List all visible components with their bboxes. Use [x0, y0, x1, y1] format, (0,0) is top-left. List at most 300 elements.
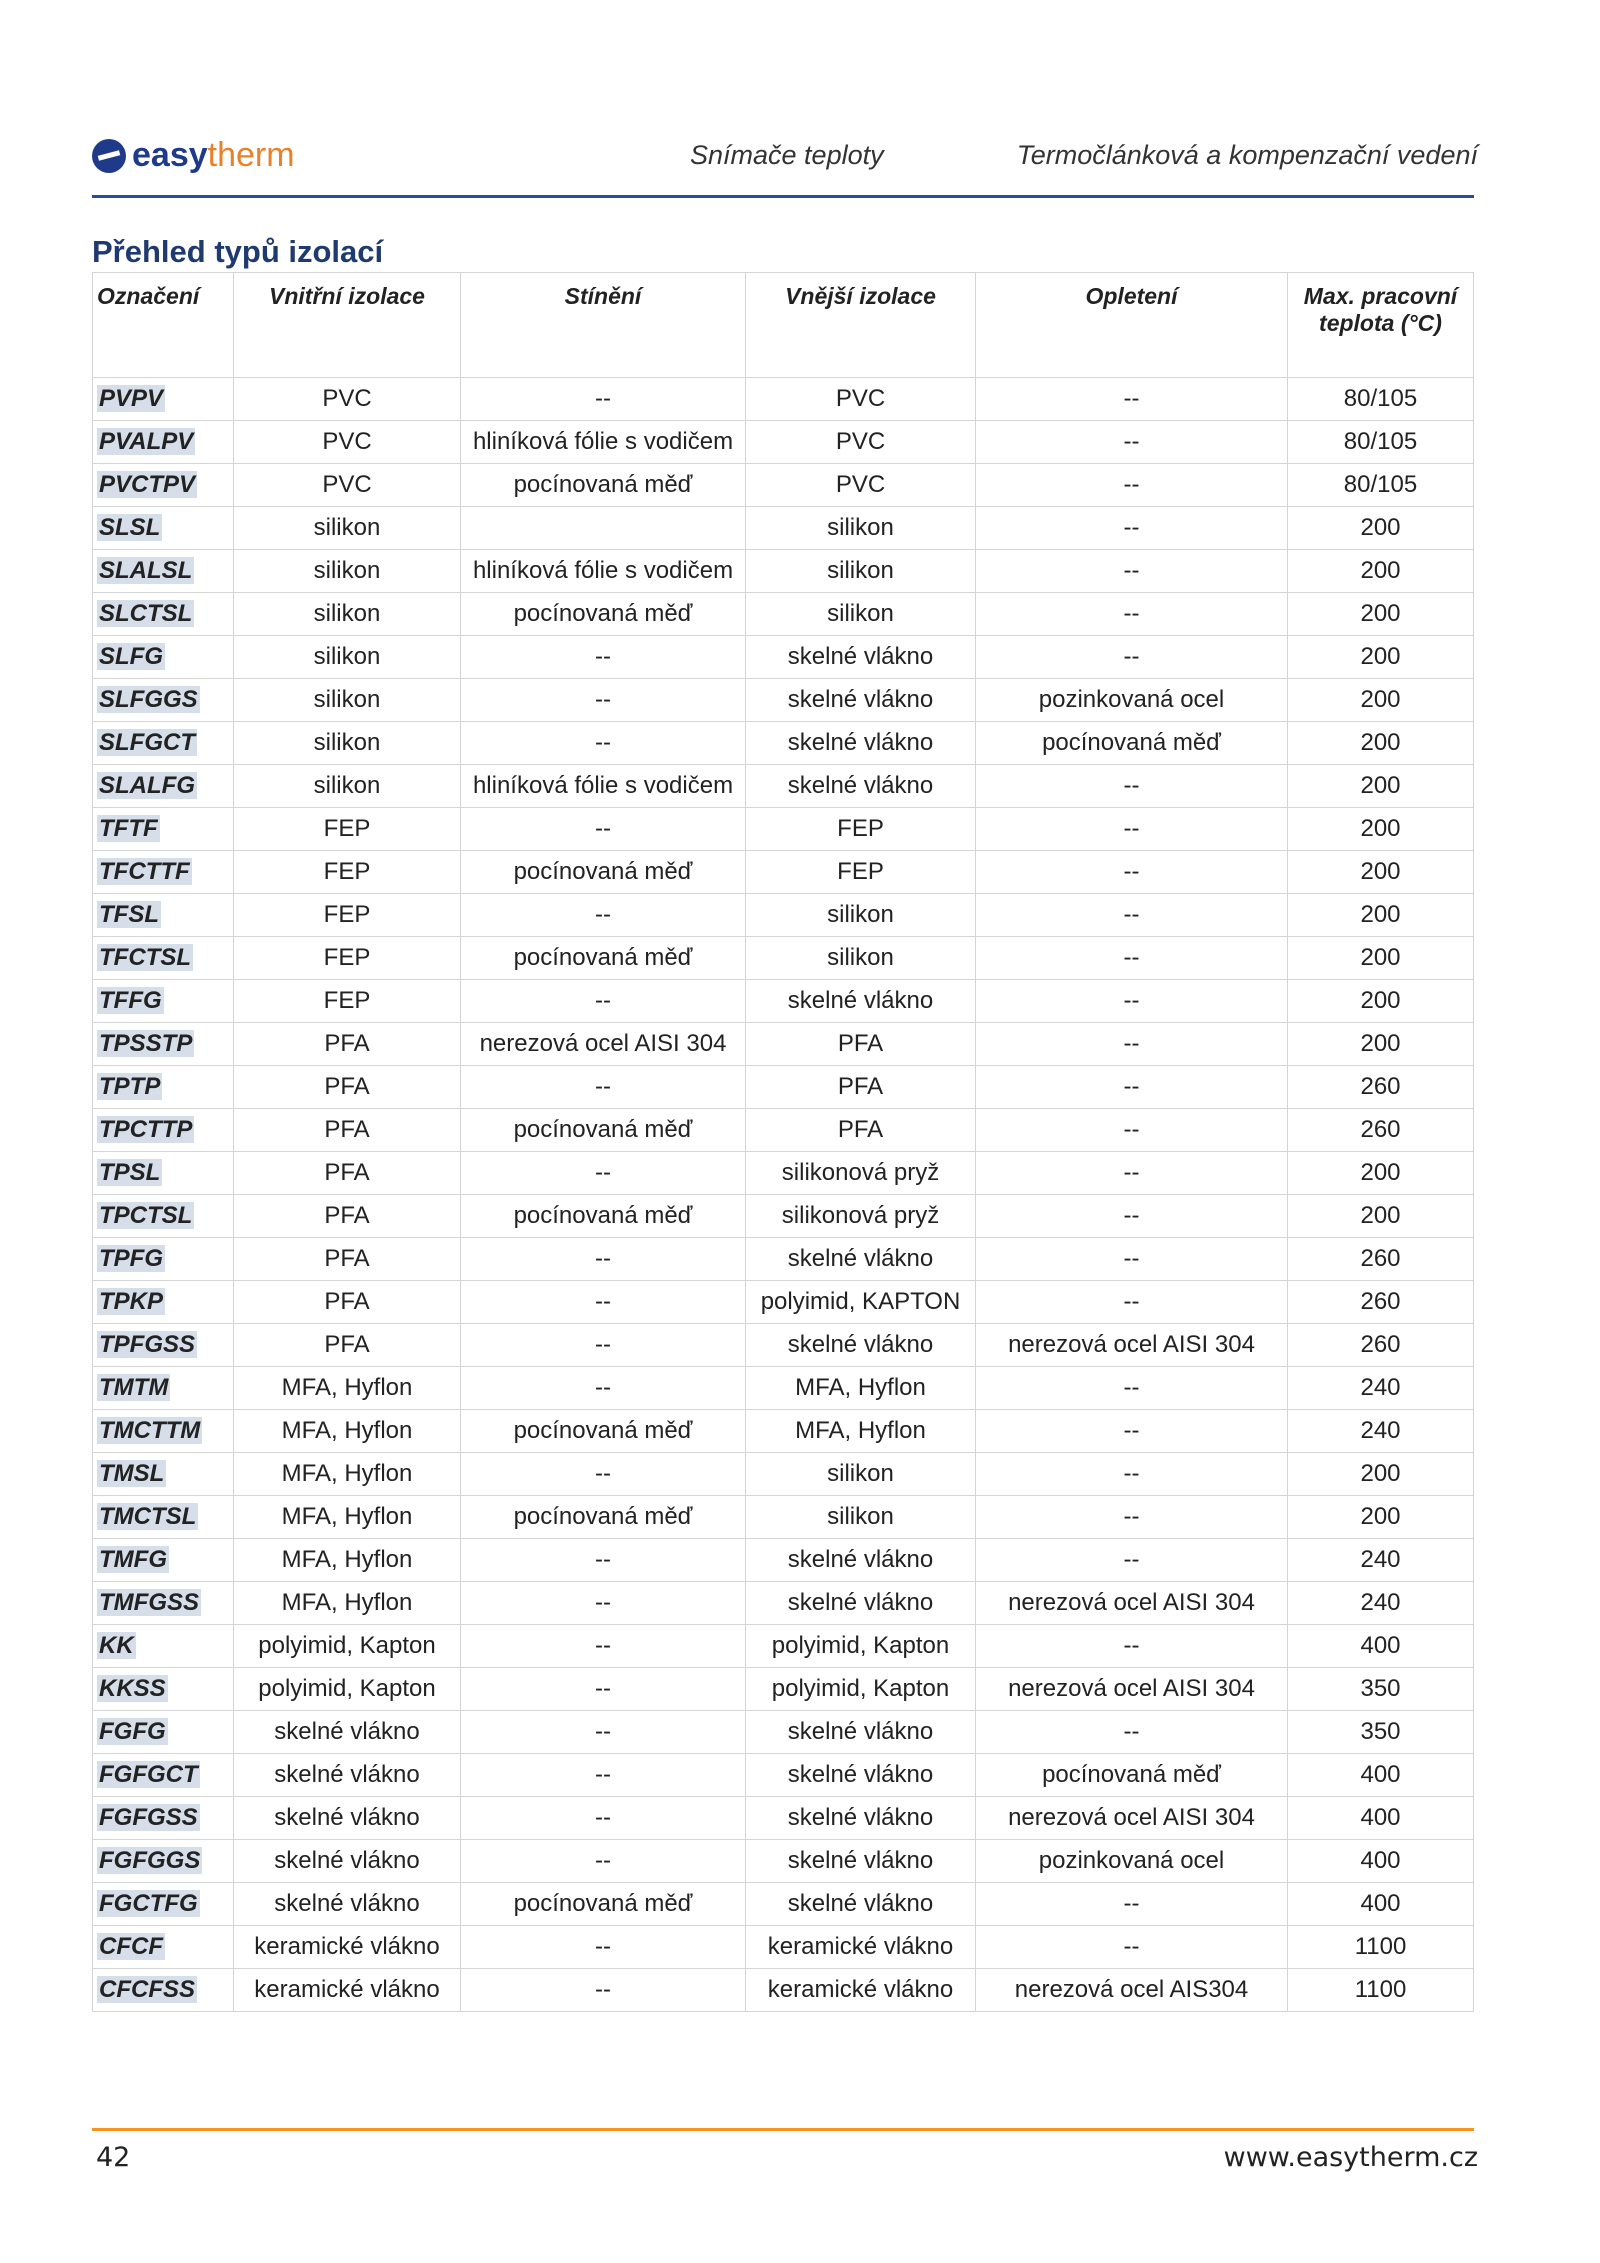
- cell-value: --: [595, 1718, 611, 1745]
- table-cell: [746, 1969, 976, 2012]
- cell-value: 200: [1360, 514, 1401, 541]
- table-cell: [234, 1883, 461, 1926]
- easytherm-logo: [92, 136, 295, 175]
- cell-value: PFA: [324, 1331, 370, 1358]
- table-cell: [461, 1023, 746, 1066]
- table-cell: [234, 1969, 461, 2012]
- cell-value: --: [595, 1632, 611, 1659]
- table-cell: [976, 1539, 1288, 1582]
- table-cell: [461, 1926, 746, 1969]
- table-cell: [93, 937, 234, 980]
- cell-value: --: [1123, 944, 1140, 971]
- cell-value: PVC: [835, 428, 886, 455]
- table-cell: [234, 937, 461, 980]
- table-row: [93, 1883, 1474, 1926]
- cell-value: --: [1123, 643, 1140, 670]
- table-cell: [976, 1496, 1288, 1539]
- table-row: [93, 1496, 1474, 1539]
- table-cell: [746, 1195, 976, 1238]
- cell-value: --: [1123, 1503, 1140, 1530]
- table-cell: [1288, 1324, 1474, 1367]
- cell-value: pocínovaná měď: [513, 1503, 693, 1530]
- table-row: [93, 507, 1474, 550]
- cell-value: --: [1123, 600, 1140, 627]
- cell-value: --: [1123, 1632, 1140, 1659]
- type-code: SLALFG: [99, 772, 195, 799]
- table-cell: [93, 1840, 234, 1883]
- table-cell: [1288, 507, 1474, 550]
- cell-value: --: [595, 1546, 611, 1573]
- cell-value: pozinkovaná ocel: [1038, 1847, 1225, 1874]
- table-row: [93, 679, 1474, 722]
- table-cell: [1288, 980, 1474, 1023]
- cell-value: 240: [1360, 1417, 1401, 1444]
- type-code: TFTF: [99, 815, 158, 842]
- table-cell: [976, 378, 1288, 421]
- cell-value: --: [1123, 1890, 1140, 1917]
- table-cell: [1288, 1453, 1474, 1496]
- table-cell: [461, 1969, 746, 2012]
- column-header: Stínění: [461, 273, 746, 378]
- table-row: [93, 1023, 1474, 1066]
- cell-value: 1100: [1354, 1933, 1407, 1960]
- table-cell: [93, 1324, 234, 1367]
- table-cell: [234, 421, 461, 464]
- table-cell: [93, 378, 234, 421]
- table-row: [93, 1668, 1474, 1711]
- table-cell: [746, 550, 976, 593]
- table-cell: [461, 507, 746, 550]
- table-cell: [746, 1023, 976, 1066]
- table-cell: [976, 636, 1288, 679]
- cell-value: nerezová ocel AISI 304: [1008, 1331, 1255, 1358]
- cell-value: pocínovaná měď: [513, 1116, 693, 1143]
- table-cell: [461, 1754, 746, 1797]
- table-cell: [93, 1625, 234, 1668]
- cell-value: --: [595, 901, 611, 928]
- cell-value: --: [1123, 858, 1140, 885]
- table-cell: [234, 1152, 461, 1195]
- table-cell: [234, 980, 461, 1023]
- cell-value: PFA: [324, 1116, 370, 1143]
- table-cell: [93, 808, 234, 851]
- table-cell: [976, 1883, 1288, 1926]
- table-cell: [1288, 1883, 1474, 1926]
- type-code: TMCTSL: [99, 1503, 197, 1530]
- table-cell: [1288, 1754, 1474, 1797]
- type-code: SLALSL: [99, 557, 193, 584]
- table-cell: [976, 464, 1288, 507]
- table-cell: [746, 851, 976, 894]
- type-code: TPSL: [99, 1159, 161, 1186]
- table-cell: [1288, 1668, 1474, 1711]
- table-cell: [234, 1668, 461, 1711]
- table-cell: [93, 593, 234, 636]
- column-header: Opletení: [976, 273, 1288, 378]
- cell-value: 80/105: [1343, 428, 1418, 455]
- cell-value: polyimid, Kapton: [258, 1675, 436, 1702]
- table-row: [93, 851, 1474, 894]
- table-row: [93, 1539, 1474, 1582]
- cell-value: --: [1123, 514, 1140, 541]
- table-cell: [93, 722, 234, 765]
- cell-value: silikon: [827, 1460, 894, 1487]
- table-cell: [1288, 1238, 1474, 1281]
- table-cell: [461, 765, 746, 808]
- table-cell: [1288, 1969, 1474, 2012]
- table-cell: [976, 1926, 1288, 1969]
- cell-value: FEP: [323, 858, 371, 885]
- cell-value: --: [1123, 815, 1140, 842]
- table-cell: [746, 1410, 976, 1453]
- cell-value: 200: [1360, 987, 1401, 1014]
- cell-value: silikon: [827, 1503, 894, 1530]
- cell-value: skelné vlákno: [787, 1761, 934, 1788]
- table-row: [93, 808, 1474, 851]
- cell-value: silikon: [827, 944, 894, 971]
- table-cell: [976, 1797, 1288, 1840]
- cell-value: pocínovaná měď: [513, 471, 693, 498]
- type-code: SLFGGS: [99, 686, 198, 713]
- table-row: [93, 636, 1474, 679]
- table-cell: [1288, 1711, 1474, 1754]
- cell-value: --: [1123, 1718, 1140, 1745]
- table-cell: [976, 1625, 1288, 1668]
- table-cell: [1288, 937, 1474, 980]
- type-code: TFFG: [99, 987, 162, 1014]
- cell-value: silikon: [827, 514, 894, 541]
- cell-value: silikon: [313, 557, 381, 584]
- table-cell: [1288, 1797, 1474, 1840]
- cell-value: skelné vlákno: [787, 643, 934, 670]
- cell-value: --: [595, 1761, 611, 1788]
- header-divider: [92, 195, 1474, 198]
- table-cell: [461, 679, 746, 722]
- table-cell: [461, 1840, 746, 1883]
- cell-value: 200: [1360, 686, 1401, 713]
- cell-value: 200: [1360, 815, 1401, 842]
- cell-value: 240: [1360, 1546, 1401, 1573]
- cell-value: --: [1123, 1417, 1140, 1444]
- type-code: SLSL: [99, 514, 161, 541]
- table-cell: [461, 1625, 746, 1668]
- table-cell: [746, 1582, 976, 1625]
- logo-icon: [92, 139, 126, 173]
- type-code: TFSL: [99, 901, 159, 928]
- table-cell: [976, 1840, 1288, 1883]
- cell-value: skelné vlákno: [787, 772, 934, 799]
- type-code: SLFG: [99, 643, 163, 670]
- table-cell: [1288, 808, 1474, 851]
- cell-value: hliníková fólie s vodičem: [472, 428, 734, 455]
- table-row: [93, 1453, 1474, 1496]
- cell-value: PVC: [322, 385, 372, 412]
- table-cell: [746, 1668, 976, 1711]
- table-cell: [746, 1496, 976, 1539]
- table-row: [93, 1109, 1474, 1152]
- table-cell: [234, 593, 461, 636]
- table-cell: [976, 1281, 1288, 1324]
- cell-value: PFA: [837, 1116, 884, 1143]
- table-cell: [461, 894, 746, 937]
- table-cell: [93, 980, 234, 1023]
- table-cell: [746, 1797, 976, 1840]
- table-cell: [93, 1883, 234, 1926]
- cell-value: --: [1123, 1030, 1140, 1057]
- table-row: [93, 550, 1474, 593]
- table-cell: [93, 1711, 234, 1754]
- cell-value: --: [595, 1460, 611, 1487]
- table-cell: [93, 1023, 234, 1066]
- table-cell: [93, 1539, 234, 1582]
- table-cell: [234, 636, 461, 679]
- cell-value: 400: [1360, 1890, 1401, 1917]
- table-cell: [976, 851, 1288, 894]
- cell-value: 200: [1360, 600, 1401, 627]
- table-cell: [1288, 378, 1474, 421]
- table-cell: [461, 1367, 746, 1410]
- table-cell: [976, 1367, 1288, 1410]
- table-row: [93, 1367, 1474, 1410]
- table-cell: [1288, 851, 1474, 894]
- table-cell: [976, 1453, 1288, 1496]
- logo-text-easy: easy: [132, 136, 208, 174]
- cell-value: --: [595, 643, 611, 670]
- cell-value: --: [1123, 1933, 1140, 1960]
- table-cell: [461, 1410, 746, 1453]
- type-code: TPKP: [99, 1288, 164, 1315]
- cell-value: skelné vlákno: [787, 1890, 934, 1917]
- table-cell: [234, 1066, 461, 1109]
- type-code: TPFG: [99, 1245, 163, 1272]
- cell-value: 200: [1360, 729, 1401, 756]
- type-code: FGFGCT: [99, 1761, 198, 1788]
- footer-url: www.easytherm.cz: [1223, 2142, 1478, 2173]
- table-cell: [461, 1582, 746, 1625]
- table-cell: [461, 1453, 746, 1496]
- cell-value: MFA, Hyflon: [795, 1417, 926, 1444]
- cell-value: PFA: [324, 1030, 370, 1057]
- cell-value: skelné vlákno: [787, 1847, 934, 1874]
- column-header: Vnější izolace: [746, 273, 976, 378]
- cell-value: 240: [1360, 1374, 1401, 1401]
- table-cell: [746, 722, 976, 765]
- table-row: [93, 1797, 1474, 1840]
- cell-value: 200: [1360, 1202, 1401, 1229]
- table-row: [93, 1582, 1474, 1625]
- table-cell: [1288, 1023, 1474, 1066]
- cell-value: silikonová pryž: [781, 1159, 940, 1186]
- cell-value: --: [595, 1073, 611, 1100]
- table-cell: [234, 1410, 461, 1453]
- table-cell: [234, 1453, 461, 1496]
- cell-value: 200: [1360, 643, 1401, 670]
- cell-value: silikon: [827, 901, 894, 928]
- cell-value: --: [595, 1288, 611, 1315]
- cell-value: pocínovaná měď: [1042, 729, 1221, 756]
- cell-value: polyimid, Kapton: [258, 1632, 436, 1659]
- cell-value: skelné vlákno: [787, 1718, 934, 1745]
- table-cell: [93, 1281, 234, 1324]
- table-cell: [93, 765, 234, 808]
- table-cell: [234, 1238, 461, 1281]
- table-cell: [93, 550, 234, 593]
- cell-value: FEP: [323, 987, 371, 1014]
- cell-value: 200: [1360, 772, 1401, 799]
- table-row: [93, 765, 1474, 808]
- logo-text-therm: therm: [207, 136, 295, 174]
- table-cell: [976, 722, 1288, 765]
- table-cell: [1288, 1582, 1474, 1625]
- cell-value: 260: [1360, 1288, 1401, 1315]
- table-cell: [234, 808, 461, 851]
- column-header: Max. pracovní teplota (°C): [1288, 273, 1474, 378]
- table-cell: [976, 593, 1288, 636]
- table-row: [93, 1324, 1474, 1367]
- type-code: KK: [99, 1632, 134, 1659]
- cell-value: FEP: [323, 815, 371, 842]
- table-cell: [1288, 1496, 1474, 1539]
- type-code: KKSS: [99, 1675, 166, 1702]
- table-cell: [93, 679, 234, 722]
- cell-value: --: [595, 1933, 611, 1960]
- table-cell: [234, 722, 461, 765]
- table-cell: [461, 636, 746, 679]
- table-cell: [976, 894, 1288, 937]
- cell-value: keramické vlákno: [254, 1933, 440, 1960]
- page-title: Přehled typů izolací: [92, 234, 384, 269]
- cell-value: MFA, Hyflon: [795, 1374, 926, 1401]
- cell-value: nerezová ocel AIS304: [1014, 1976, 1249, 2003]
- cell-value: 200: [1360, 1030, 1401, 1057]
- table-cell: [461, 593, 746, 636]
- cell-value: PFA: [324, 1288, 370, 1315]
- type-code: TPCTSL: [99, 1202, 193, 1229]
- type-code: TPFGSS: [99, 1331, 196, 1358]
- table-cell: [461, 937, 746, 980]
- cell-value: 200: [1360, 557, 1401, 584]
- table-cell: [234, 765, 461, 808]
- cell-value: skelné vlákno: [274, 1718, 420, 1745]
- type-code: FGFGSS: [99, 1804, 198, 1831]
- table-cell: [234, 464, 461, 507]
- table-cell: [1288, 636, 1474, 679]
- cell-value: skelné vlákno: [787, 686, 934, 713]
- table-cell: [1288, 679, 1474, 722]
- table-cell: [976, 1410, 1288, 1453]
- cell-value: skelné vlákno: [787, 1804, 934, 1831]
- table-cell: [93, 1754, 234, 1797]
- cell-value: 200: [1360, 944, 1401, 971]
- cell-value: 400: [1360, 1804, 1401, 1831]
- cell-value: PVC: [322, 428, 372, 455]
- cell-value: nerezová ocel AISI 304: [479, 1030, 727, 1057]
- table-cell: [1288, 1066, 1474, 1109]
- cell-value: PFA: [324, 1159, 370, 1186]
- table-cell: [1288, 1195, 1474, 1238]
- cell-value: 260: [1360, 1245, 1401, 1272]
- cell-value: hliníková fólie s vodičem: [472, 557, 734, 584]
- table-cell: [461, 1496, 746, 1539]
- cell-value: --: [1123, 1245, 1140, 1272]
- table-cell: [1288, 1367, 1474, 1410]
- table-cell: [746, 1109, 976, 1152]
- cell-value: --: [595, 686, 611, 713]
- table-cell: [93, 1109, 234, 1152]
- table-cell: [746, 1152, 976, 1195]
- table-cell: [746, 1281, 976, 1324]
- table-cell: [746, 1625, 976, 1668]
- table-cell: [461, 1066, 746, 1109]
- cell-value: --: [1123, 1288, 1140, 1315]
- table-cell: [234, 1797, 461, 1840]
- type-code: TMTM: [99, 1374, 169, 1401]
- cell-value: --: [595, 729, 611, 756]
- type-code: FGCTFG: [99, 1890, 198, 1917]
- cell-value: --: [595, 1331, 611, 1358]
- table-cell: [93, 1453, 234, 1496]
- table-row: [93, 593, 1474, 636]
- column-header: Označení: [93, 273, 234, 378]
- table-row: [93, 980, 1474, 1023]
- table-cell: [93, 1668, 234, 1711]
- table-cell: [746, 464, 976, 507]
- table-cell: [1288, 1152, 1474, 1195]
- table-cell: [976, 980, 1288, 1023]
- table-cell: [1288, 1840, 1474, 1883]
- table-cell: [93, 1066, 234, 1109]
- table-cell: [93, 507, 234, 550]
- cell-value: FEP: [323, 901, 371, 928]
- cell-value: 260: [1360, 1116, 1401, 1143]
- table-cell: [976, 808, 1288, 851]
- type-code: TMFG: [99, 1546, 167, 1573]
- cell-value: 200: [1360, 1159, 1401, 1186]
- cell-value: --: [1123, 1546, 1140, 1573]
- table-cell: [1288, 1281, 1474, 1324]
- table-cell: [234, 1582, 461, 1625]
- cell-value: --: [595, 1589, 611, 1616]
- table-cell: [976, 1195, 1288, 1238]
- table-cell: [93, 1582, 234, 1625]
- table-cell: [1288, 1109, 1474, 1152]
- cell-value: --: [1123, 901, 1140, 928]
- cell-value: keramické vlákno: [767, 1933, 954, 1960]
- table-cell: [93, 851, 234, 894]
- table-cell: [746, 507, 976, 550]
- footer-divider: [92, 2128, 1474, 2131]
- cell-value: MFA, Hyflon: [281, 1460, 413, 1487]
- cell-value: --: [595, 1374, 611, 1401]
- cell-value: keramické vlákno: [254, 1976, 440, 2003]
- cell-value: FEP: [837, 858, 884, 885]
- cell-value: --: [595, 385, 611, 412]
- table-cell: [1288, 593, 1474, 636]
- table-row: [93, 1969, 1474, 2012]
- type-code: SLCTSL: [99, 600, 193, 627]
- type-code: TMFGSS: [99, 1589, 199, 1616]
- type-code: TFCTTF: [99, 858, 190, 885]
- table-cell: [461, 421, 746, 464]
- table-cell: [746, 1324, 976, 1367]
- table-cell: [746, 1453, 976, 1496]
- cell-value: pocínovaná měď: [513, 600, 693, 627]
- table-cell: [1288, 421, 1474, 464]
- table-cell: [93, 1195, 234, 1238]
- table-cell: [461, 980, 746, 1023]
- table-row: [93, 1238, 1474, 1281]
- insulation-table: [92, 272, 1474, 2012]
